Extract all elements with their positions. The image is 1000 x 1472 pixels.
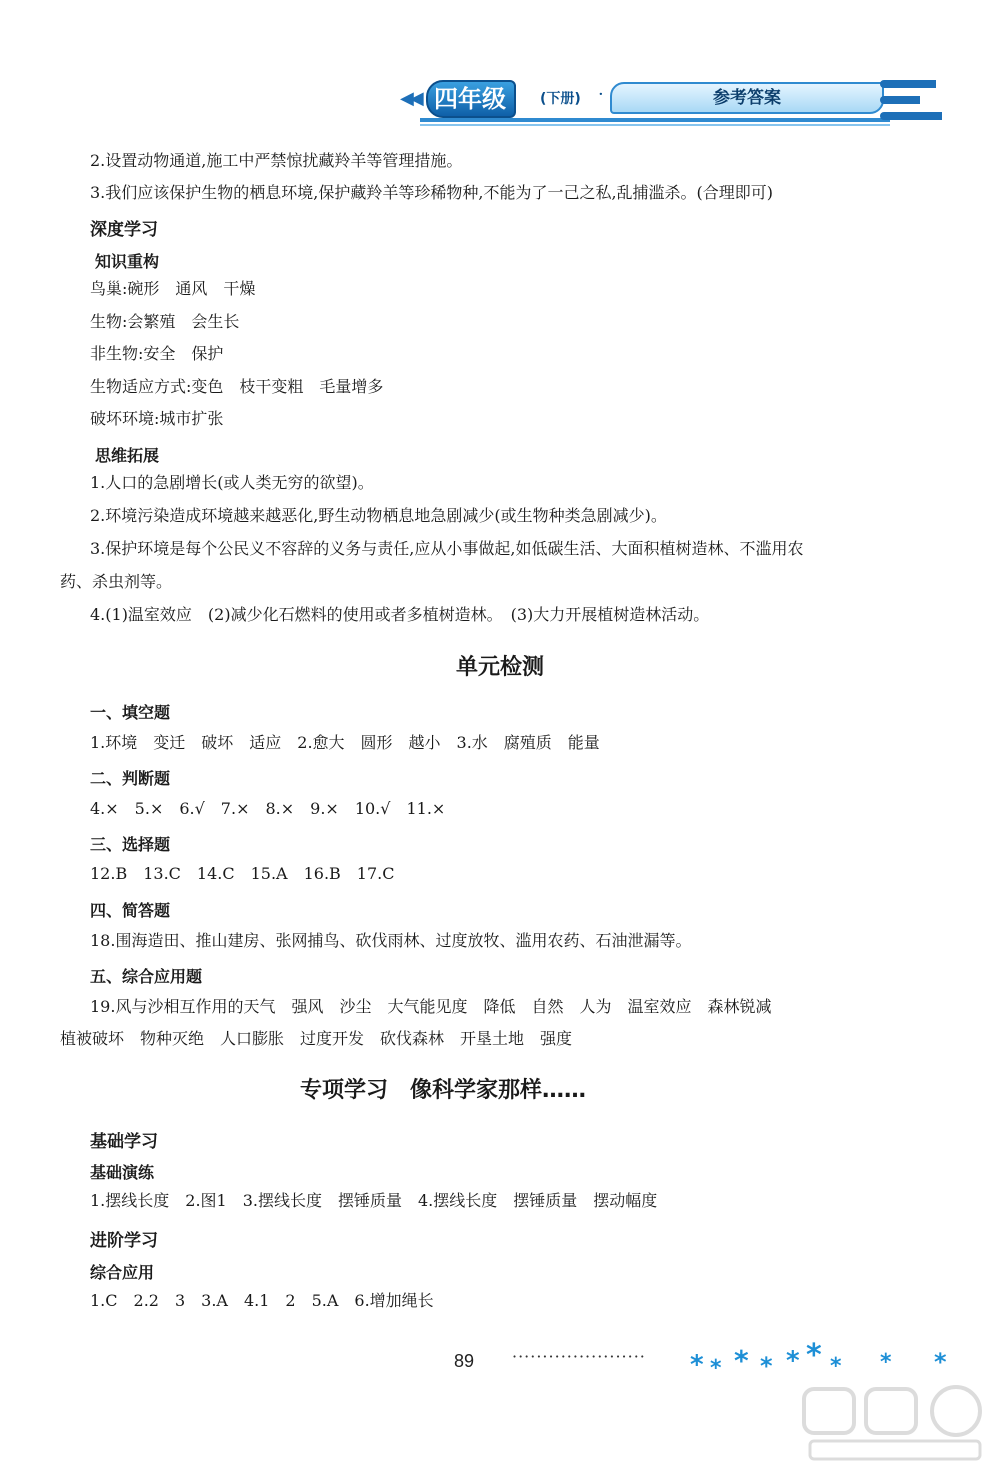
answer-banner: 参考答案 xyxy=(610,82,884,114)
volume-label: (下册) xyxy=(540,91,581,107)
answer-line: 19.风与沙相互作用的天气 强风 沙尘 大气能见度 降低 自然 人为 温室效应 森林锐减 xyxy=(90,997,772,1016)
header-rule xyxy=(420,118,890,122)
answer-line: 破坏环境:城市扩张 xyxy=(90,409,224,428)
subheading-judge: 二、判断题 xyxy=(90,769,171,788)
answer-line: 4.(1)温室效应 (2)减少化石燃料的使用或者多植树造林。 (3)大力开展植树造林活动。 xyxy=(90,605,710,624)
answer-line: 1.C 2.2 3 3.A 4.1 2 5.A 6.增加绳长 xyxy=(90,1291,434,1310)
answer-line: 4.× 5.× 6.√ 7.× 8.× 9.× 10.√ 11.× xyxy=(90,799,446,818)
subheading-fill: 一、填空题 xyxy=(90,703,171,722)
answer-line: 3.我们应该保护生物的栖息环境,保护藏羚羊等珍稀物种,不能为了一己之私,乱捕滥杀。(合理即可) xyxy=(90,183,774,202)
section-heading-deep-study: 深度学习 xyxy=(90,220,158,240)
answer-line: 生物适应方式:变色 枝干变粗 毛量增多 xyxy=(90,377,384,396)
subheading-comprehensive: 综合应用 xyxy=(90,1263,155,1282)
answer-line: 植被破坏 物种灭绝 人口膨胀 过度开发 砍伐森林 开垦土地 强度 xyxy=(60,1029,573,1048)
watermark-logo-icon xyxy=(800,1385,990,1465)
answer-line: 18.围海造田、推山建房、张网捕鸟、砍伐雨林、过度放牧、滥用农药、石油泄漏等。 xyxy=(90,931,692,950)
answer-line: 药、杀虫剂等。 xyxy=(60,572,173,591)
subheading-knowledge: 知识重构 xyxy=(95,252,160,271)
answer-line: 鸟巢:碗形 通风 干燥 xyxy=(90,279,256,298)
subheading-thinking: 思维拓展 xyxy=(95,446,160,465)
header-rule-thin xyxy=(420,124,890,126)
double-arrow-icon: ◀◀ xyxy=(400,88,420,109)
page-number: 89 xyxy=(454,1351,475,1371)
answer-line: 非生物:安全 保护 xyxy=(90,344,224,363)
unit-test-title: 单元检测 xyxy=(455,655,544,680)
answer-line: 3.保护环境是每个公民义不容辞的义务与责任,应从小事做起,如低碳生活、大面积植树造林、不滥用农 xyxy=(90,539,804,558)
subheading-application: 五、综合应用题 xyxy=(90,967,203,986)
subheading-choice: 三、选择题 xyxy=(90,835,171,854)
answer-line: 2.环境污染造成环境越来越恶化,野生动物栖息地急剧减少(或生物种类急剧减少)。 xyxy=(90,506,667,525)
answer-line: 1.摆线长度 2.图1 3.摆线长度 摆锤质量 4.摆线长度 摆锤质量 摆动幅度 xyxy=(90,1191,658,1210)
answer-line: 12.B 13.C 14.C 15.A 16.B 17.C xyxy=(90,864,395,883)
special-study-title: 专项学习 像科学家那样…… xyxy=(300,1078,587,1103)
page-header xyxy=(400,74,945,130)
answer-line: 1.人口的急剧增长(或人类无穷的欲望)。 xyxy=(90,473,374,492)
answer-line: 2.设置动物通道,施工中严禁惊扰藏羚羊等管理措施。 xyxy=(90,151,463,170)
stars-decoration-icon: * * * * * * * * * xyxy=(690,1338,947,1381)
stripes-decoration-icon xyxy=(880,74,942,126)
footer-dotted-leader: ······················ xyxy=(512,1347,646,1366)
section-heading-advanced: 进阶学习 xyxy=(90,1231,158,1251)
answer-line: 1.环境 变迁 破坏 适应 2.愈大 圆形 越小 3.水 腐殖质 能量 xyxy=(90,733,600,752)
subheading-basic-drill: 基础演练 xyxy=(90,1163,155,1182)
grade-label: 四年级 xyxy=(426,80,516,118)
answer-line: 生物:会繁殖 会生长 xyxy=(90,312,240,331)
subheading-short: 四、简答题 xyxy=(90,901,171,920)
section-heading-basic: 基础学习 xyxy=(90,1132,158,1152)
separator-dot: · xyxy=(598,84,604,105)
